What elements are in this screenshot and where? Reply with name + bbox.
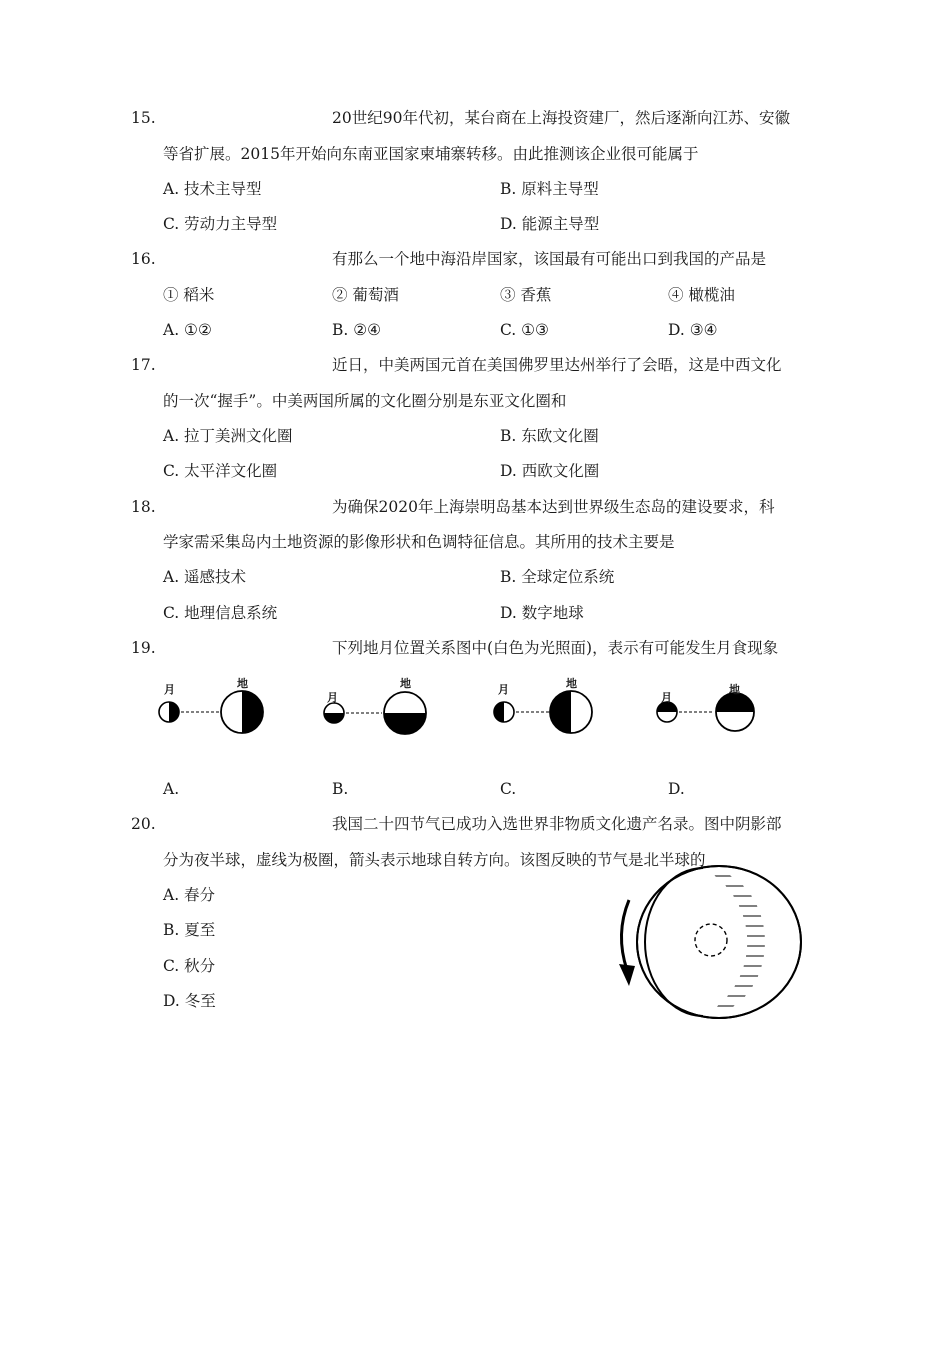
q16-stem-line1: 有那么一个地中海沿岸国家，该国最有可能出口到我国的产品是	[332, 250, 767, 268]
earth-moon-diagram-b	[318, 678, 433, 738]
earth-label: 地	[237, 677, 248, 690]
q15-stem-line2: 等省扩展。2015年开始向东南亚国家柬埔寨转移。由此推测该企业很可能属于	[163, 145, 699, 163]
q16-item-4: ④ 橄榄油	[668, 286, 735, 304]
q17-stem-line1: 近日，中美两国元首在美国佛罗里达州举行了会晤，这是中西文化	[332, 356, 782, 374]
q19-diagram-d	[652, 678, 767, 738]
q20-option-c[interactable]: C. 秋分	[163, 957, 216, 975]
q18-stem-line2: 学家需采集岛内土地资源的影像形状和色调特征信息。其所用的技术主要是	[163, 533, 675, 551]
q16-number: 16.	[131, 250, 156, 268]
q18-option-b[interactable]: B. 全球定位系统	[500, 568, 615, 586]
q19-diagram-b	[318, 678, 433, 738]
earth-label: 地	[729, 683, 740, 696]
q19-number: 19.	[131, 639, 156, 657]
earth-label: 地	[566, 677, 577, 690]
q18-option-a[interactable]: A. 遥感技术	[163, 568, 247, 586]
q16-item-3: ③ 香蕉	[500, 286, 552, 304]
earth-moon-diagram-d	[652, 678, 767, 738]
q15-option-b[interactable]: B. 原料主导型	[500, 180, 599, 198]
moon-label: 月	[327, 691, 338, 704]
q20-globe-diagram	[605, 862, 805, 1024]
q15-option-d[interactable]: D. 能源主导型	[500, 215, 600, 233]
q17-option-c[interactable]: C. 太平洋文化圈	[163, 462, 278, 480]
earth-shadow	[242, 691, 263, 733]
q16-option-a[interactable]: A. ①②	[163, 321, 212, 339]
earth-label: 地	[400, 677, 411, 690]
q19-option-d[interactable]: D.	[668, 780, 685, 798]
q20-option-b[interactable]: B. 夏至	[163, 921, 216, 939]
q16-option-b[interactable]: B. ②④	[332, 321, 382, 339]
q17-number: 17.	[131, 356, 156, 374]
q18-option-c[interactable]: C. 地理信息系统	[163, 604, 278, 622]
q17-stem-line2: 的一次“握手”。中美两国所属的文化圈分别是东亚文化圈和	[163, 392, 567, 410]
moon-label: 月	[498, 683, 509, 696]
q15-option-a[interactable]: A. 技术主导型	[163, 180, 262, 198]
earth-shadow	[384, 713, 426, 734]
moon-shadow	[169, 702, 179, 722]
q17-option-a[interactable]: A. 拉丁美洲文化圈	[163, 427, 293, 445]
moon-label: 月	[164, 683, 175, 696]
q16-option-c[interactable]: C. ①③	[500, 321, 549, 339]
moon-shadow	[494, 702, 504, 722]
earth-shadow	[550, 691, 571, 733]
q20-stem-line1: 我国二十四节气已成功入选世界非物质文化遗产名录。图中阴影部	[332, 815, 782, 833]
q18-stem-line1: 为确保2020年上海崇明岛基本达到世界级生态岛的建设要求，科	[332, 498, 775, 516]
q16-item-2: ② 葡萄酒	[332, 286, 399, 304]
moon-label: 月	[661, 691, 672, 704]
q16-option-d[interactable]: D. ③④	[668, 321, 718, 339]
q16-item-1: ① 稻米	[163, 286, 215, 304]
polar-circle	[695, 924, 727, 956]
q19-diagram-a	[155, 678, 270, 738]
q19-stem-line1: 下列地月位置关系图中(白色为光照面)，表示有可能发生月食现象	[332, 639, 779, 657]
q20-option-a[interactable]: A. 春分	[163, 886, 216, 904]
q19-option-c[interactable]: C.	[500, 780, 517, 798]
q20-number: 20.	[131, 815, 156, 833]
q15-stem-line1: 20世纪90年代初，某台商在上海投资建厂，然后逐渐向江苏、安徽	[332, 109, 790, 127]
q19-option-a[interactable]: A.	[163, 780, 180, 798]
moon-shadow	[324, 713, 344, 723]
q18-option-d[interactable]: D. 数字地球	[500, 604, 584, 622]
q19-diagram-c	[487, 678, 602, 738]
q20-stem-line2: 分为夜半球，虚线为极圈，箭头表示地球自转方向。该图反映的节气是北半球的	[163, 851, 706, 869]
q19-option-b[interactable]: B.	[332, 780, 349, 798]
q15-number: 15.	[131, 109, 156, 127]
q15-option-c[interactable]: C. 劳动力主导型	[163, 215, 278, 233]
q17-option-b[interactable]: B. 东欧文化圈	[500, 427, 599, 445]
q17-option-d[interactable]: D. 西欧文化圈	[500, 462, 600, 480]
q20-option-d[interactable]: D. 冬至	[163, 992, 216, 1010]
globe-illumination-figure	[605, 862, 805, 1024]
rotation-arrow-icon	[621, 900, 629, 970]
q18-number: 18.	[131, 498, 156, 516]
